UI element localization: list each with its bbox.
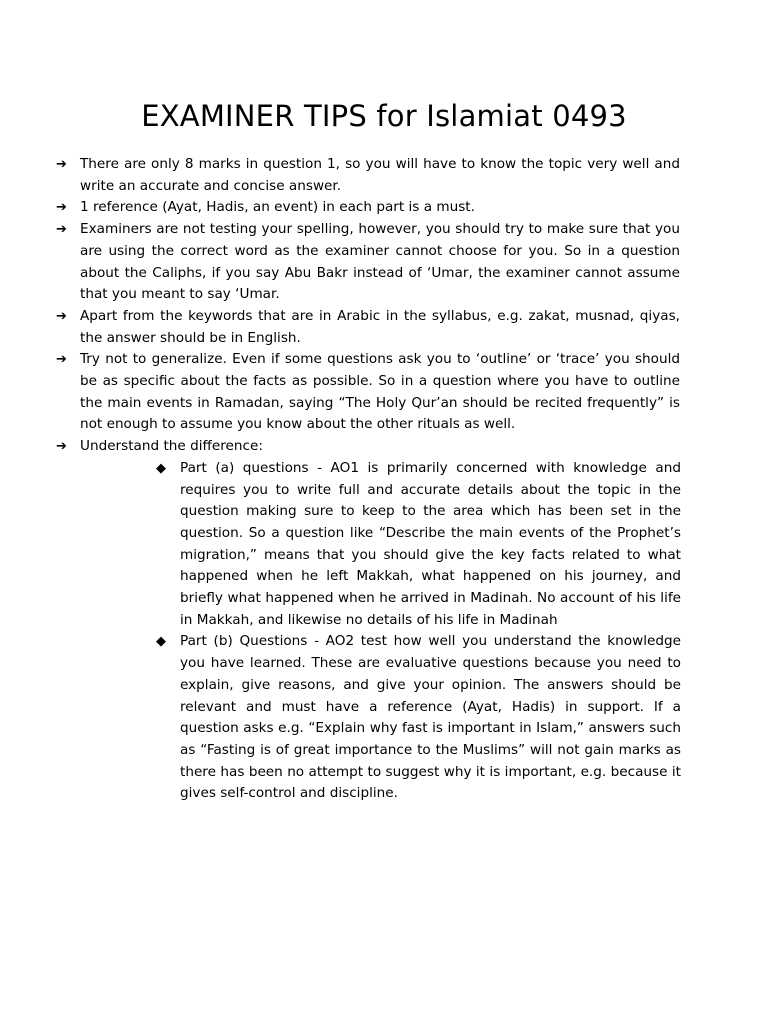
- tips-list: [56, 154, 680, 805]
- arrow-bullet-icon: ➔: [56, 157, 67, 172]
- tip-item: [56, 154, 680, 197]
- tip-item: [56, 349, 680, 436]
- diamond-bullet-icon: ◆: [156, 634, 166, 650]
- arrow-bullet-icon: ➔: [56, 439, 67, 455]
- sub-tips-list: [156, 458, 681, 805]
- diamond-bullet-icon: ◆: [156, 460, 166, 476]
- tip-text: Examiners are not testing your spelling, however, you should try to make sure that you are using the correct word as the examiner cannot choose for you. So in a question about the Caliphs, if you say Abu Bakr instead of ‘Umar, the examiner cannot assume that you meant to say ‘Umar.: [80, 221, 680, 303]
- arrow-bullet-icon: ➔: [56, 352, 67, 368]
- tip-text: Understand the difference:: [80, 438, 263, 455]
- sub-tip-item: [156, 631, 681, 805]
- sub-tip-item: [156, 458, 681, 632]
- tip-text: There are only 8 marks in question 1, so you will have to know the topic very well and write an accurate and concise answer.: [80, 156, 680, 194]
- arrow-bullet-icon: ➔: [56, 308, 67, 324]
- tip-item: [56, 436, 680, 458]
- tip-text: 1 reference (Ayat, Hadis, an event) in each part is a must.: [80, 199, 475, 216]
- arrow-bullet-icon: ➔: [56, 222, 67, 238]
- tip-text: Apart from the keywords that are in Arabic in the syllabus, e.g. zakat, musnad, qiyas, the answer should be in English.: [80, 307, 680, 346]
- sub-tip-text: Part (a) questions - AO1 is primarily concerned with knowledge and requires you to write full and accurate details about the topic in the question making sure to keep to the area which has been set in the question. So a question like “Describe the main events of the Prophet’s migration,” means that you should give the key facts related to what happened when he left Makkah, what happened on his journey, and briefly what happened when he arrived in Madinah. No account of his life in Makkah, and likewise no details of his life in Madinah: [180, 459, 681, 628]
- tip-item: [56, 197, 680, 219]
- tip-item: [56, 219, 680, 306]
- tip-item: [56, 306, 680, 349]
- tip-text: Try not to generalize. Even if some questions ask you to ‘outline’ or ‘trace’ you should be as specific about the facts as possible. So in a question where you have to outline the main events in Ramadan, saying “The Holy Qur’an should be recited frequently” is not enough to assume you know about the other rituals as well.: [80, 351, 680, 433]
- sub-tip-text: Part (b) Questions - AO2 test how well you understand the knowledge you have learned. These are evaluative questions because you need to explain, give reasons, and give your opinion. The answers should be relevant and must have a reference (Ayat, Hadis) in support. If a question asks e.g. “Explain why fast is important in Islam,” answers such as “Fasting is of great importance to the Muslims” will not gain marks as there has been no attempt to suggest why it is important, e.g. because it gives self-control and discipline.: [180, 633, 681, 802]
- arrow-bullet-icon: ➔: [56, 200, 67, 216]
- page-title: EXAMINER TIPS for Islamiat 0493: [141, 99, 627, 133]
